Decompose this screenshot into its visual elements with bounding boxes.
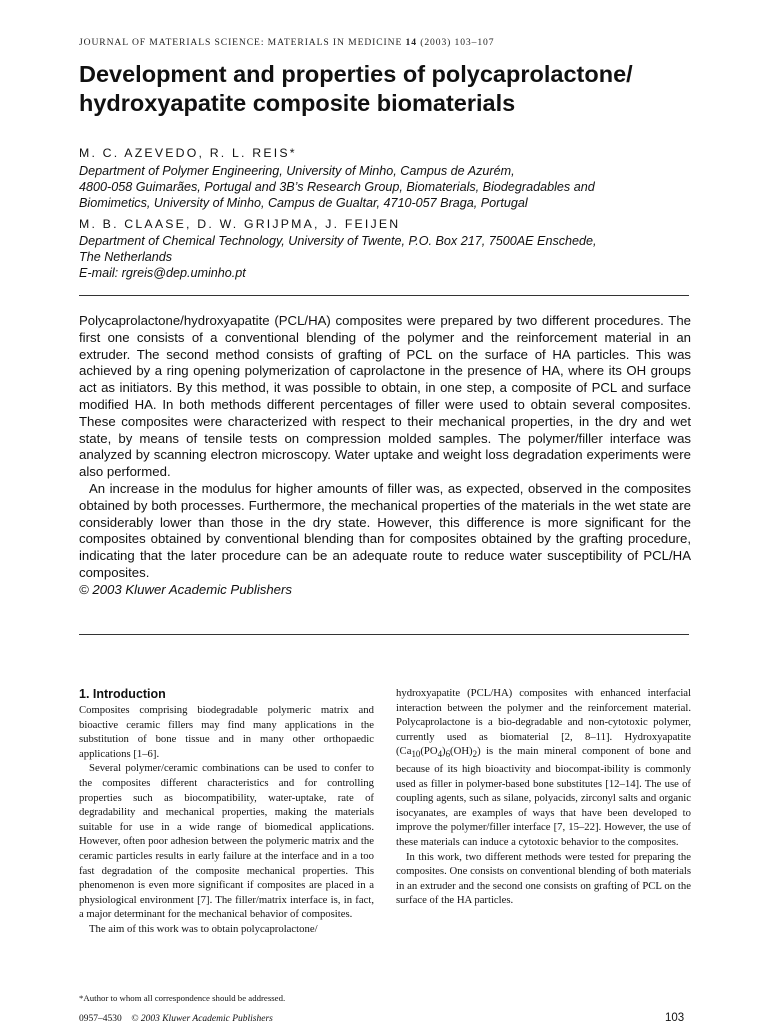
text-run: hydroxyapatite (PCL/HA) composites with enhanced interfacial interaction between the polymer and the reinforcement material. Polycaprolactone is a bio-degradable and non-cytotoxic polymer, currently used as biomaterial [2, 8–11]. Hydroxyapatite (Ca — [396, 687, 691, 758]
footer-publisher: © 2003 Kluwer Academic Publishers — [131, 1014, 273, 1024]
journal-volume: 14 — [405, 37, 417, 48]
divider-top — [79, 295, 689, 296]
abstract-paragraph-1: Polycaprolactone/hydroxyapatite (PCL/HA) composites were prepared by two different procedures. The first one consists of a conventional blending of the polymer and the reinforcement material in an extruder. The second method consists of grafting of PCL on the surface of HA particles. This was achieved by a ring opening polymerization of caprolactone in the presence of HA, where its OH groups act as initiators. By this method, it was possible to obtain, in one step, a composite of PCL and surface modified HA. In both methods different percentages of filler were used to obtain several composites. These composites were characterized with respect to their mechanical properties, in the dry and wet state, by means of tensile tests on compression molded samples. The polymer/filler interface was analyzed by scanning electron microscopy. Water uptake and weight loss degradation experiments were also performed. — [79, 313, 691, 480]
right-column — [396, 686, 691, 908]
affiliation-1-line-2: 4800-058 Guimarães, Portugal and 3B’s Research Group, Biomaterials, Biodegradables and — [79, 180, 595, 194]
article-title-line-1: Development and properties of polycaprolactone/ — [79, 61, 633, 87]
footnote: *Author to whom all correspondence should be addressed. — [79, 993, 286, 1003]
intro-paragraph-4: In this work, two different methods were tested for preparing the composites. One consists on conventional blending of both materials in an extruder and the second one consists on grafting of PCL on the surface of the HA particles. — [396, 850, 691, 907]
formula-part: (OH) — [450, 745, 473, 758]
journal-header — [79, 37, 689, 48]
article-title — [79, 60, 699, 118]
contact-email: E-mail: rgreis@dep.uminho.pt — [79, 266, 246, 280]
left-column — [79, 686, 374, 937]
abstract — [79, 313, 691, 599]
affiliation-2 — [79, 233, 699, 281]
journal-name: JOURNAL OF MATERIALS SCIENCE: MATERIALS IN MEDICINE — [79, 37, 403, 48]
article-title-line-2: hydroxyapatite composite biomaterials — [79, 90, 516, 116]
copyright-notice: © 2003 Kluwer Academic Publishers — [79, 581, 293, 597]
formula-subscript: 6 — [445, 749, 451, 760]
formula-part: (PO — [420, 745, 438, 758]
intro-paragraph-1: Composites comprising biodegradable polymeric matrix and bioactive ceramic fillers may find many applications in the substitution of bone tissue and in many other orthopaedic applications [1–6]. — [79, 704, 374, 760]
author-names-1: M. C. AZEVEDO, R. L. REIS* — [79, 146, 297, 160]
footer-issn-line — [79, 1014, 273, 1024]
issn: 0957–4530 — [79, 1014, 122, 1024]
formula-subscript: 2 — [472, 749, 478, 760]
intro-paragraph-3-continued — [396, 686, 691, 850]
affiliation-2-line-1: Department of Chemical Technology, University of Twente, P.O. Box 217, 7500AE Enschede, — [79, 234, 597, 248]
text-run: ) is the main mineral component of bone and because of its high bioactivity and biocompat-ibility is commonly used as filler in polymer-based bone substitutes [12–14]. The use of coupling agents, such as silane, polyacids, zirconyl salts and organic isocyanates, are examples of ways that have been developed to improve the polymer/filler interface [7, 15–22]. However, the use of these materials can induce a cytotoxic behavior to the composites. — [396, 745, 691, 849]
formula-subscript: 10 — [411, 749, 421, 760]
divider-bottom — [79, 634, 689, 635]
affiliation-1-line-1: Department of Polymer Engineering, University of Minho, Campus de Azurém, — [79, 164, 515, 178]
page-number: 103 — [665, 1012, 685, 1024]
section-heading-introduction: 1. Introduction — [79, 687, 166, 701]
affiliation-1 — [79, 163, 699, 211]
abstract-paragraph-2: An increase in the modulus for higher amounts of filler was, as expected, observed in the composites obtained by both processes. Furthermore, the mechanical properties of the materials in the wet state are considerably lower than those in the dry state. However, this difference is more significant for the composites obtained by conventional blending than for composites obtained by the grafting procedure, indicating that the later procedure can be an adequate route to reduce water susceptibility of PCL/HA composites. — [79, 480, 691, 580]
intro-paragraph-3-start: The aim of this work was to obtain polycaprolactone/ — [89, 922, 318, 935]
author-names-2: M. B. CLAASE, D. W. GRIJPMA, J. FEIJEN — [79, 217, 401, 231]
affiliation-1-line-3: Biomimetics, University of Minho, Campus de Gualtar, 4710-057 Braga, Portugal — [79, 196, 528, 210]
intro-paragraph-2: Several polymer/ceramic combinations can be used to confer to the composites different characteristics and for controlling properties such as biocompatibility, water-uptake, rate of degradability and mechanical properties, making the materials suitable for use in a wide range of biomedical applications. However, often poor adhesion between the polymeric matrix and the ceramic particles results in early failure at the interface and in a too fast degradation of the composite mechanical properties. This phenomenon is even more significant if composites are placed in a physiological environment [7]. The filler/matrix interface is, in fact, a major determinant for the mechanical behavior of composites. — [79, 762, 374, 921]
formula-part: ) — [442, 745, 446, 758]
journal-year-pages: (2003) 103–107 — [420, 37, 495, 48]
formula-subscript: 4 — [437, 749, 443, 760]
affiliation-2-line-2: The Netherlands — [79, 250, 173, 264]
